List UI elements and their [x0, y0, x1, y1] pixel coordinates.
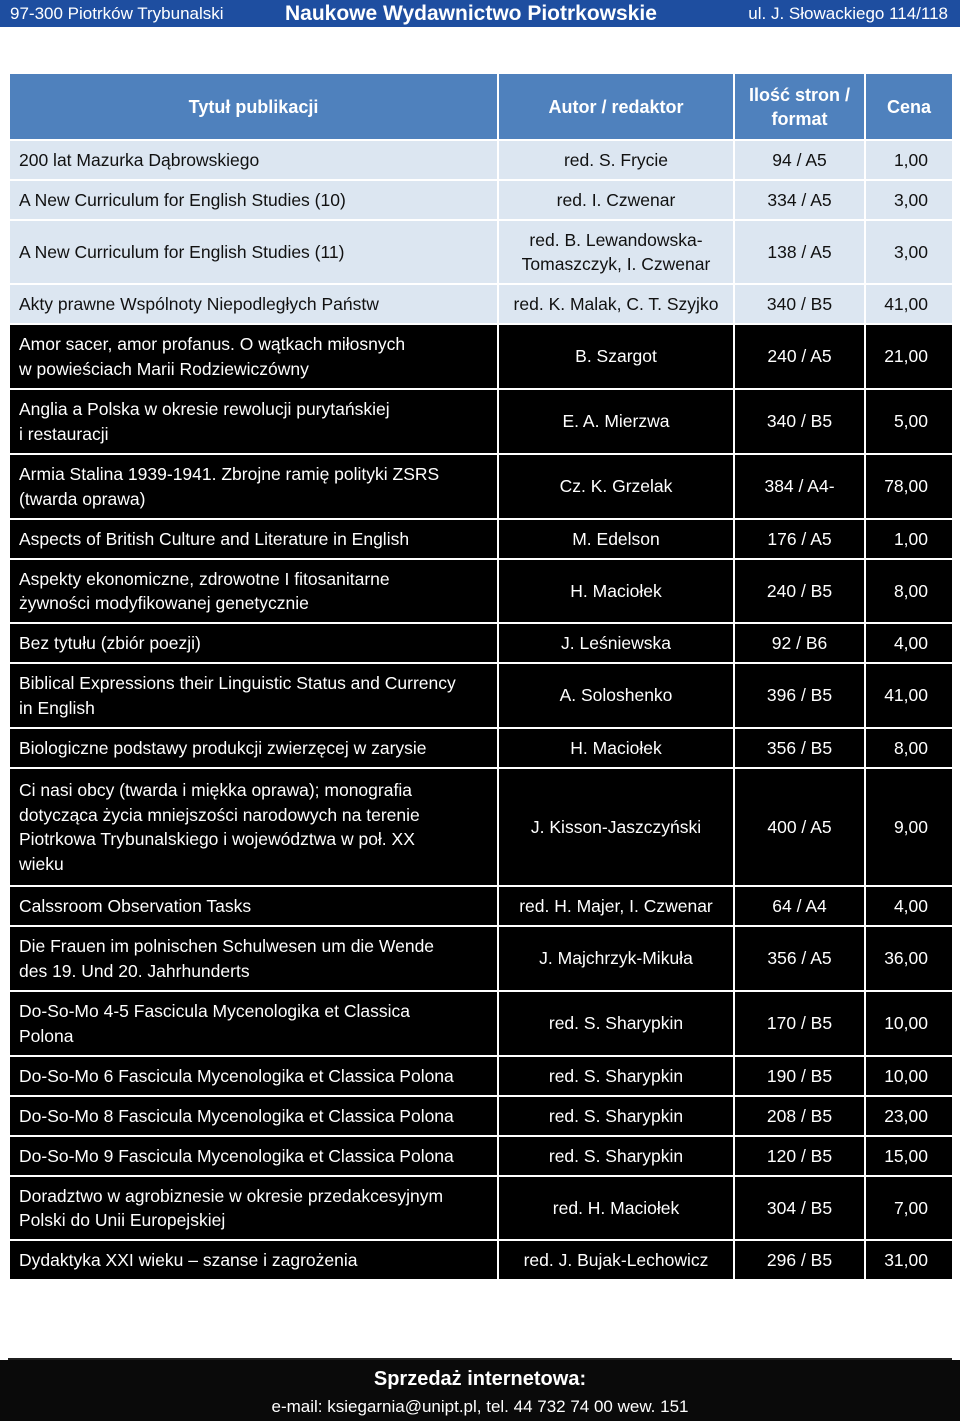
- author-line: Cz. K. Grzelak: [559, 476, 673, 497]
- title-line: Ci nasi obcy (twarda i miękka oprawa); monografia: [19, 780, 412, 800]
- cell-price: 4,00: [865, 623, 953, 663]
- table-row: [9, 324, 953, 389]
- cell-pages-format: 296 / B5: [734, 1240, 865, 1280]
- title-line: Do-So-Mo 6 Fascicula Mycenologika et Classica Polona: [19, 1065, 454, 1086]
- table-row: [9, 284, 953, 324]
- cell-author: [498, 559, 734, 623]
- author-line: red. S. Sharypkin: [548, 1065, 684, 1086]
- title-line: Aspekty ekonomiczne, zdrowotne I fitosanitarne: [19, 568, 390, 589]
- author-line: J. Majchrzyk-Mikuła: [539, 948, 693, 969]
- title-line: Die Frauen im polnischen Schulwesen um die Wende: [19, 936, 435, 956]
- online-sales-heading: Sprzedaż internetowa:: [373, 1368, 587, 1390]
- cell-author: [498, 728, 734, 768]
- author-line: red. H. Maciołek: [552, 1197, 680, 1218]
- cell-pages-format: 356 / B5: [734, 728, 865, 768]
- table-row: [9, 886, 953, 926]
- cell-author: [498, 926, 734, 991]
- table-row: [9, 991, 953, 1056]
- cell-author: [498, 284, 734, 324]
- cell-pages-format: 64 / A4: [734, 886, 865, 926]
- author-line: red. S. Frycie: [563, 149, 669, 170]
- author-line: red. S. Sharypkin: [548, 1105, 684, 1126]
- table-header-row: [9, 73, 953, 140]
- title-line: 200 lat Mazurka Dąbrowskiego: [19, 149, 260, 170]
- title-line: Biblical Expressions their Linguistic Status and Currency: [19, 673, 456, 693]
- publisher-city: 97-300 Piotrków Trybunalski: [10, 4, 224, 23]
- cell-pages-format: 240 / B5: [734, 559, 865, 623]
- cell-price: 1,00: [865, 140, 953, 180]
- title-line: Akty prawne Wspólnoty Niepodległych Państw: [19, 293, 379, 314]
- title-line: Dydaktyka XXI wieku – szanse i zagrożenia: [19, 1249, 358, 1270]
- cell-price: 7,00: [865, 1176, 953, 1240]
- cell-title: [9, 1096, 498, 1136]
- cell-pages-format: 396 / B5: [734, 663, 865, 728]
- author-line: B. Szargot: [575, 346, 657, 367]
- table-row: [9, 623, 953, 663]
- title-line: dotycząca życia mniejszości narodowych na terenie: [19, 804, 420, 825]
- cell-title: [9, 1176, 498, 1240]
- title-line: Amor sacer, amor profanus. O wątkach miłosnych: [19, 334, 406, 354]
- column-header-author: Autor / redaktor: [498, 73, 734, 140]
- cell-pages-format: 356 / A5: [734, 926, 865, 991]
- author-line: red. I. Czwenar: [556, 189, 676, 210]
- table-row: [9, 519, 953, 559]
- table-row: [9, 768, 953, 886]
- cell-author: [498, 1136, 734, 1176]
- table-row: [9, 1096, 953, 1136]
- cell-price: 21,00: [865, 324, 953, 389]
- author-line: H. Maciołek: [570, 737, 662, 758]
- title-line: in English: [19, 697, 95, 718]
- cell-title: [9, 768, 498, 886]
- column-header-title: Tytuł publikacji: [9, 73, 498, 140]
- cell-pages-format: 400 / A5: [734, 768, 865, 886]
- cell-author: [498, 1240, 734, 1280]
- title-line: Armia Stalina 1939-1941. Zbrojne ramię polityki ZSRS: [19, 464, 440, 484]
- cell-pages-format: 340 / B5: [734, 389, 865, 454]
- title-line: Calssroom Observation Tasks: [19, 895, 252, 916]
- cell-price: 31,00: [865, 1240, 953, 1280]
- cell-pages-format: 340 / B5: [734, 284, 865, 324]
- title-line: Polona: [19, 1025, 74, 1046]
- title-line: Aspects of British Culture and Literature in English: [19, 528, 410, 549]
- table-row: [9, 389, 953, 454]
- cell-price: 8,00: [865, 728, 953, 768]
- table-row: [9, 140, 953, 180]
- cell-price: 23,00: [865, 1096, 953, 1136]
- table-row: [9, 454, 953, 519]
- top-banner: [0, 0, 960, 27]
- cell-title: [9, 559, 498, 623]
- title-line: w powieściach Marii Rodziewiczówny: [19, 358, 309, 379]
- cell-price: 5,00: [865, 389, 953, 454]
- cell-price: 8,00: [865, 559, 953, 623]
- cell-author: [498, 623, 734, 663]
- cell-author: [498, 324, 734, 389]
- publications-table: [8, 72, 954, 1281]
- column-header-pages-format: Ilość stron / format: [734, 73, 865, 140]
- cell-title: [9, 728, 498, 768]
- cell-pages-format: 240 / A5: [734, 324, 865, 389]
- cell-pages-format: 334 / A5: [734, 180, 865, 220]
- table-row: [9, 1136, 953, 1176]
- cell-pages-format: 176 / A5: [734, 519, 865, 559]
- author-line: red. J. Bujak-Lechowicz: [523, 1249, 709, 1270]
- cell-author: [498, 389, 734, 454]
- title-line: i restauracji: [19, 423, 109, 444]
- cell-title: [9, 284, 498, 324]
- table-row: [9, 220, 953, 284]
- cell-title: [9, 519, 498, 559]
- contact-info: e-mail: ksiegarnia@unipt.pl, tel. 44 732 74 00 wew. 151: [271, 1397, 689, 1416]
- title-line: des 19. Und 20. Jahrhunderts: [19, 960, 250, 981]
- cell-title: [9, 1240, 498, 1280]
- cell-author: [498, 991, 734, 1056]
- author-line: A. Soloshenko: [559, 685, 673, 706]
- table-row: [9, 926, 953, 991]
- author-line: M. Edelson: [572, 528, 660, 549]
- cell-author: [498, 220, 734, 284]
- cell-title: [9, 180, 498, 220]
- title-line: Polski do Unii Europejskiej: [19, 1210, 226, 1230]
- cell-pages-format: 138 / A5: [734, 220, 865, 284]
- cell-pages-format: 190 / B5: [734, 1056, 865, 1096]
- title-line: żywności modyfikowanej genetycznie: [19, 593, 309, 613]
- cell-author: [498, 1096, 734, 1136]
- column-header-price: Cena: [865, 73, 953, 140]
- author-line: red. B. Lewandowska-: [529, 229, 703, 250]
- cell-title: [9, 926, 498, 991]
- title-line: A New Curriculum for English Studies (10): [19, 189, 346, 210]
- author-line: red. K. Malak, C. T. Szyjko: [513, 293, 719, 314]
- cell-author: [498, 1176, 734, 1240]
- title-line: Bez tytułu (zbiór poezji): [19, 632, 201, 653]
- author-line: J. Kisson-Jaszczyński: [530, 816, 702, 837]
- cell-pages-format: 304 / B5: [734, 1176, 865, 1240]
- cell-title: [9, 663, 498, 728]
- cell-price: 4,00: [865, 886, 953, 926]
- cell-title: [9, 991, 498, 1056]
- table-row: [9, 1056, 953, 1096]
- cell-pages-format: 92 / B6: [734, 623, 865, 663]
- title-line: Do-So-Mo 4-5 Fascicula Mycenologika et Classica: [19, 1001, 410, 1021]
- table-row: [9, 1240, 953, 1280]
- cell-price: 3,00: [865, 220, 953, 284]
- publisher-name: Naukowe Wydawnictwo Piotrkowskie: [285, 2, 657, 25]
- title-line: Do-So-Mo 8 Fascicula Mycenologika et Classica Polona: [19, 1105, 454, 1126]
- publisher-address: ul. J. Słowackiego 114/118: [748, 4, 948, 23]
- table-row: [9, 180, 953, 220]
- cell-title: [9, 324, 498, 389]
- cell-pages-format: 384 / A4-: [734, 454, 865, 519]
- cell-title: [9, 1056, 498, 1096]
- footer: [0, 1360, 960, 1421]
- cell-price: 36,00: [865, 926, 953, 991]
- table-row: [9, 728, 953, 768]
- author-line: J. Leśniewska: [561, 632, 671, 653]
- cell-author: [498, 1056, 734, 1096]
- cell-title: [9, 1136, 498, 1176]
- cell-author: [498, 886, 734, 926]
- cell-author: [498, 519, 734, 559]
- author-line: red. S. Sharypkin: [548, 1013, 684, 1034]
- cell-author: [498, 663, 734, 728]
- title-line: Anglia a Polska w okresie rewolucji purytańskiej: [19, 399, 390, 419]
- cell-price: 10,00: [865, 991, 953, 1056]
- table-row: [9, 1176, 953, 1240]
- cell-price: 10,00: [865, 1056, 953, 1096]
- cell-author: [498, 140, 734, 180]
- cell-price: 3,00: [865, 180, 953, 220]
- cell-pages-format: 94 / A5: [734, 140, 865, 180]
- title-line: A New Curriculum for English Studies (11): [19, 241, 345, 262]
- title-line: Piotrkowa Trybunalskiego i województwa w poł. XX: [19, 829, 415, 849]
- cell-price: 15,00: [865, 1136, 953, 1176]
- cell-pages-format: 208 / B5: [734, 1096, 865, 1136]
- cell-price: 41,00: [865, 284, 953, 324]
- title-line: Do-So-Mo 9 Fascicula Mycenologika et Classica Polona: [19, 1145, 454, 1166]
- author-line: H. Maciołek: [570, 580, 662, 601]
- cell-author: [498, 768, 734, 886]
- cell-title: [9, 389, 498, 454]
- cell-title: [9, 140, 498, 180]
- cell-author: [498, 180, 734, 220]
- cell-title: [9, 623, 498, 663]
- cell-pages-format: 120 / B5: [734, 1136, 865, 1176]
- cell-pages-format: 170 / B5: [734, 991, 865, 1056]
- table-row: [9, 559, 953, 623]
- author-line: red. S. Sharypkin: [548, 1145, 684, 1166]
- title-line: wieku: [19, 853, 64, 874]
- table-row: [9, 663, 953, 728]
- cell-title: [9, 454, 498, 519]
- cell-price: 78,00: [865, 454, 953, 519]
- author-line: Tomaszczyk, I. Czwenar: [521, 254, 711, 274]
- cell-author: [498, 454, 734, 519]
- title-line: Doradztwo w agrobiznesie w okresie przedakcesyjnym: [19, 1185, 444, 1206]
- cell-price: 41,00: [865, 663, 953, 728]
- cell-price: 9,00: [865, 768, 953, 886]
- title-line: (twarda oprawa): [19, 488, 146, 509]
- author-line: E. A. Mierzwa: [562, 411, 670, 432]
- cell-title: [9, 220, 498, 284]
- author-line: red. H. Majer, I. Czwenar: [519, 895, 713, 916]
- cell-price: 1,00: [865, 519, 953, 559]
- cell-title: [9, 886, 498, 926]
- title-line: Biologiczne podstawy produkcji zwierzęcej w zarysie: [19, 737, 427, 758]
